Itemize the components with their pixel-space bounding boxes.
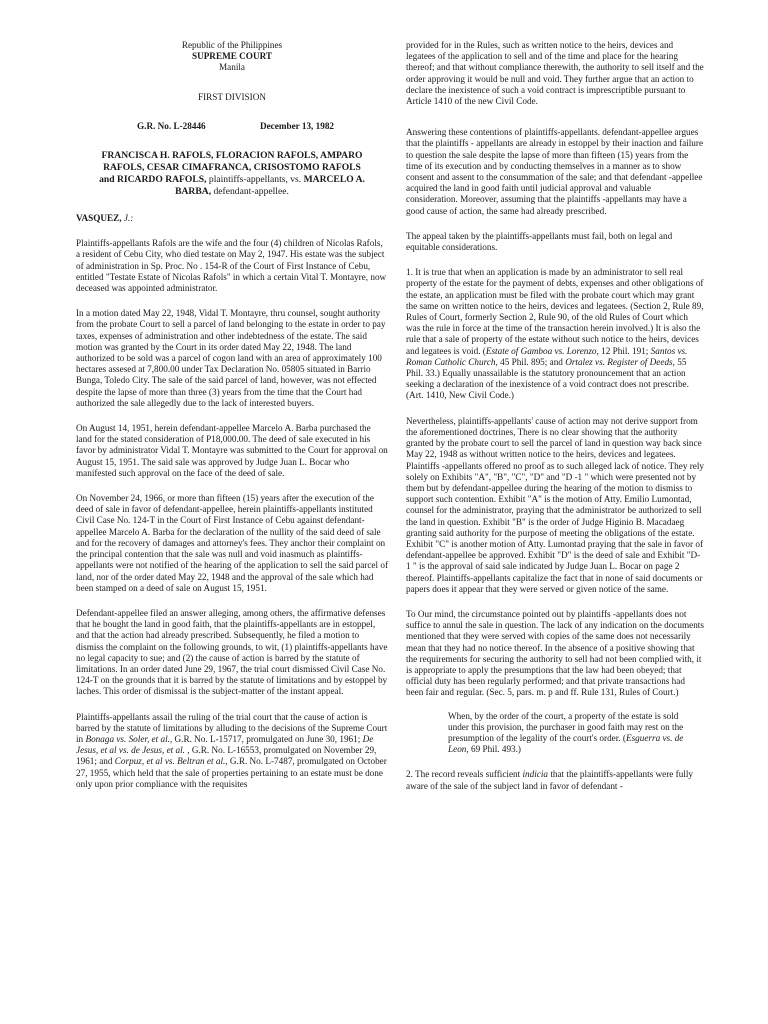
right-column: [406, 40, 704, 792]
paragraph-right-2: The appeal taken by the plaintiffs-appellants must fail, both on legal and equitable considerations.: [406, 230, 673, 253]
republic-line: Republic of the Philippines: [181, 40, 283, 50]
defendant-line: [76, 186, 388, 198]
paragraph-left-2: In a motion dated May 22, 1948, Vidal T. Montayre, thru counsel, sought authority from the probate Court to sell a parcel of land belonging to the estate in order to pay taxes, expenses of administration and other indebtedness of the estate. The said motion was granted by the Court in its order dated May 22, 1948. The land authorized to be sold was a parcel of cogon land with an area of approximately 100 hectares assesed at 7,800.00 under Tax Declaration No. 05805 situated in Barrio Bunga, Toledo City. The sale of the said parcel of land, however, was not effected despite the lapse of more than three (3) years from the time that the Court had authorized the sale allegedly due to the lack of interested buyers.: [76, 308, 386, 408]
plaintiffs-line-2: RAFOLS, CESAR CIMAFRANCA, CRISOSTOMO RAFOLS: [103, 162, 361, 174]
p6-text-b: G.R. No. L-15717, promulgated on June 30, 1961;: [172, 733, 363, 744]
paragraph-left-4: On November 24, 1966, or more than fifteen (15) years after the execution of the deed of sale in favor of defendant-appellee, herein plaintiffs-appellants instituted Civil Case No. 124-T in the Court of First Instance of Cebu against defendant-appellee Marcelo A. Barba for the declaration of the nullity of the said deed of sale and for the recovery of damages and attorney's fees. They anchor their complaint on the principal contention that the sale was null and void inasmuch as plaintiffs- appellants were not notified of the hearing of the application to sell the said parcel of land, nor of the order dated May 22, 1948 and the approval of the sale which had been stamped on a deed of sale on August 15, 1951.: [76, 493, 389, 593]
paragraph-right-0: provided for in the Rules, such as written notice to the heirs, devices and legatees of the application to sell and of the time and place for the hearing thereof; and that without compliance therewith, the authority to sell itself and the order approving it would be null and void. They further argue that an action to declare the inexistence of such a void contract is imprescriptible pursuant to Article 1410 of the new Civil Code.: [406, 40, 704, 107]
p3-text-b: , 12 Phil. 191;: [596, 345, 651, 356]
defendant-name-1: MARCELO A.: [303, 174, 365, 186]
paragraph-right-5: To Our mind, the circumstance pointed out by plaintiffs -appellants does not suffice to annul the sale in question. The lack of any indication on the documents mentioned that they were served with copies of the same does not necessarily mean that they had no notice thereof. In the absence of a positive showing that the requirements for securing the authority to sell had not been complied with, it is appropriate to apply the presumptions that the law had been obeyed; that official duty has been regularly performed; and that private transactions had been fair and regular. (Sec. 5, pars. m. p and ff. Rule 131, Rules of Court.): [406, 608, 704, 698]
paragraph-left-1: Plaintiffs-appellants Rafols are the wife and the four (4) children of Nicolas Rafols, a resident of Cebu City, who died testate on May 2, 1947. His estate was the subject of administration in Sp. Proc. No . 154-R of the Court of First Instance of Cebu, entitled "Testate Estate of Nicolas Rafols" in which a certain Vital T. Montayre, now deceased was appointed administrator.: [76, 238, 387, 294]
p6-text-a: Plaintiffs-appellants assail the ruling of the trial court that the cause of action is barred by the statute of limitations by alluding to the decisions of the Supreme Court in: [76, 711, 388, 744]
gr-number: G.R. No. L-28446: [137, 120, 206, 131]
paragraph-right-3: [406, 267, 704, 401]
case-citation-gamboa: Estate of Gamboa vs. Lorenzo: [485, 345, 597, 356]
plaintiffs-line-3: [76, 174, 388, 186]
defendant-name-2: BARBA,: [175, 186, 212, 198]
plaintiffs-name-end: and RICARDO RAFOLS,: [99, 174, 207, 186]
case-citation-ortalez: Ortalez vs. Register of Deeds: [565, 356, 673, 367]
paragraph-left-5: Defendant-appellee filed an answer alleging, among others, the affirmative defenses that he bought the land in good faith, that the plaintiffs-appellants are in estoppel, and that the action had already prescribed. Subsequently, he filed a motion to dismiss the complaint on the following grounds, to wit, (1) plaintiffs-appellants have no legal capacity to sue; and (2) the cause of action is barred by the statute of limitations. In an order dated June 29, 1967, the trial court dismissed Civil Case No. 124-T on the grounds that it is barred by the statute of limitations and by estoppel by laches. This order of dismissal is the subject-matter of the instant appeal.: [76, 607, 388, 697]
quote-text-b: 69 Phil. 493.): [468, 744, 521, 755]
paragraph-right-4: Nevertheless, plaintiffs-appellants' cause of action may not derive support from the aforementioned doctrines, There is no clear showing that the authority granted by the probate court to sell the parcel of land in question way back since May 22, 1948 as without written notice to the heirs, devices and legatees. Plaintiffs -appellants offered no proof as to such alleged lack of notice. They rely solely on Exhibits "A", "B", "C", "D" and "D -1 " which were presented not by them but by defendant-appellee during the hearing of the motion to dismiss to support such contention. Exhibit "A" is the motion of Atty. Emilio Lumontad, counsel for the administrator, praying that the administrator be authorized to sell the land in question. Exhibit "B" is the order of Judge Higinio B. Macadaeg granting said authority for the purpose of meeting the obligations of the estate. Exhibit "C" is another motion of Atty. Lumontad praying that the sale in favor of defendant-appellee be approved. Exhibit "D" is the deed of sale and Exhibit "D-1 " is the approval of said sale indicated by Judge Juan L. Bocar on page 2 thereof. Plaintiffs-appellants capitalize the fact that in none of said documents or papers does it appear that they were served or given notice of the same.: [406, 415, 704, 594]
ponente: [76, 213, 388, 224]
paragraph-left-3: On August 14, 1951, herein defendant-appellee Marcelo A. Barba purchased the land for the stated consideration of P18,000.00. The deed of sale executed in his favor by administrator Vidal T. Montayre was submitted to the Court for approval on August 15, 1951. The said sale was approved by Judge Juan L. Bocar who manifested such approval on the face of the deed of sale.: [76, 423, 388, 478]
p3-text-c: , 45 Phil. 895; and: [495, 356, 566, 367]
court-city: Manila: [218, 62, 246, 73]
court-name: SUPREME COURT: [191, 51, 273, 62]
p6r-text-a: 2. The record reveals sufficient: [406, 769, 523, 780]
plaintiffs-line-1: FRANCISCA H. RAFOLS, FLORACION RAFOLS, AMPARO: [101, 150, 363, 162]
case-citation-esguerra: Esguerra vs. de Leon,: [448, 732, 684, 755]
p6-text-d: G.R. No. L-7487, promulgated on October 27, 1955, which held that the sale of properties pertaining to an estate must be done only upon prior compliance with the requisites: [76, 756, 387, 789]
p6r-text-b: that the plaintiffs-appellants were fully aware of the sale of the subject land in favor of defendant -: [406, 769, 694, 791]
quote-text-a: When, by the order of the court, a property of the estate is sold under this provision, the purchaser in good faith may rest on the presumption of the legality of the court's order. (: [448, 710, 684, 743]
case-number-line: [76, 121, 388, 132]
ponente-name: VASQUEZ,: [76, 213, 122, 224]
plaintiffs-role: plaintiffs-appellants, vs.: [206, 174, 304, 186]
ponente-suffix: J.:: [123, 213, 134, 224]
case-parties: [76, 150, 388, 198]
paragraph-left-6: [76, 712, 388, 790]
left-column: [76, 40, 388, 790]
paragraph-right-6: [406, 769, 704, 791]
case-citation-de-jesus: De Jesus, et al vs. de Jesus, et al. ,: [76, 733, 374, 756]
case-citation-bonaga: Bonaga vs. Soler, et al.,: [85, 733, 173, 744]
p6-text-c: G.R. No. L-16553, promulgated on November 29, 1961; and: [76, 745, 377, 767]
case-citation-santos: Santos vs. Roman Catholic Church: [406, 345, 688, 367]
division-heading: FIRST DIVISION: [198, 91, 266, 102]
p3-text-a: 1. It is true that when an application is made by an administrator to sell real property of the estate for the payment of debts, expenses and other obligations of the estate, an application must be filed with the probate court which may grant the same on written notice to the heirs, devices and legatees. (Section 2, Rule 89, Rules of Court, formerly Section 2, Rule 90, of the old Rules of Court which was the rule in force at the time of the transaction herein involved.) It is also the rule that a sale of property of the estate without such notice to the heirs, devices and legatees is void. (: [406, 267, 704, 356]
p3-text-d: , 55 Phil. 33.) Equally unassailable is the statutory pronouncement that an action seeking a declaration of the inexistence of a void contract does not prescribe. (Art. 1410, New Civil Code.): [406, 356, 689, 401]
defendant-role: defendant-appellee.: [211, 186, 289, 198]
case-citation-corpuz: Corpuz, et al vs. Beltran et al.,: [114, 756, 228, 767]
indicia-term: indicia: [522, 769, 549, 780]
decision-date: December 13, 1982: [259, 120, 335, 131]
paragraph-right-1: Answering these contentions of plaintiffs-appellants. defendant-appellee argues that the plaintiffs - appellants are already in estoppel by their inaction and failure to question the sale despite the lapse of more than fifteen (15) years from the time of its execution and by conducting themselves in a manner as to show consent and assent to the consummation of the sale; and that defendant -appellee acquired the land in good faith until judicial approval and valuable consideration. Moreover, assuming that the plaintiffs -appellants may have a good cause of action, the same had already prescribed.: [406, 127, 704, 216]
block-quote: [406, 711, 704, 756]
